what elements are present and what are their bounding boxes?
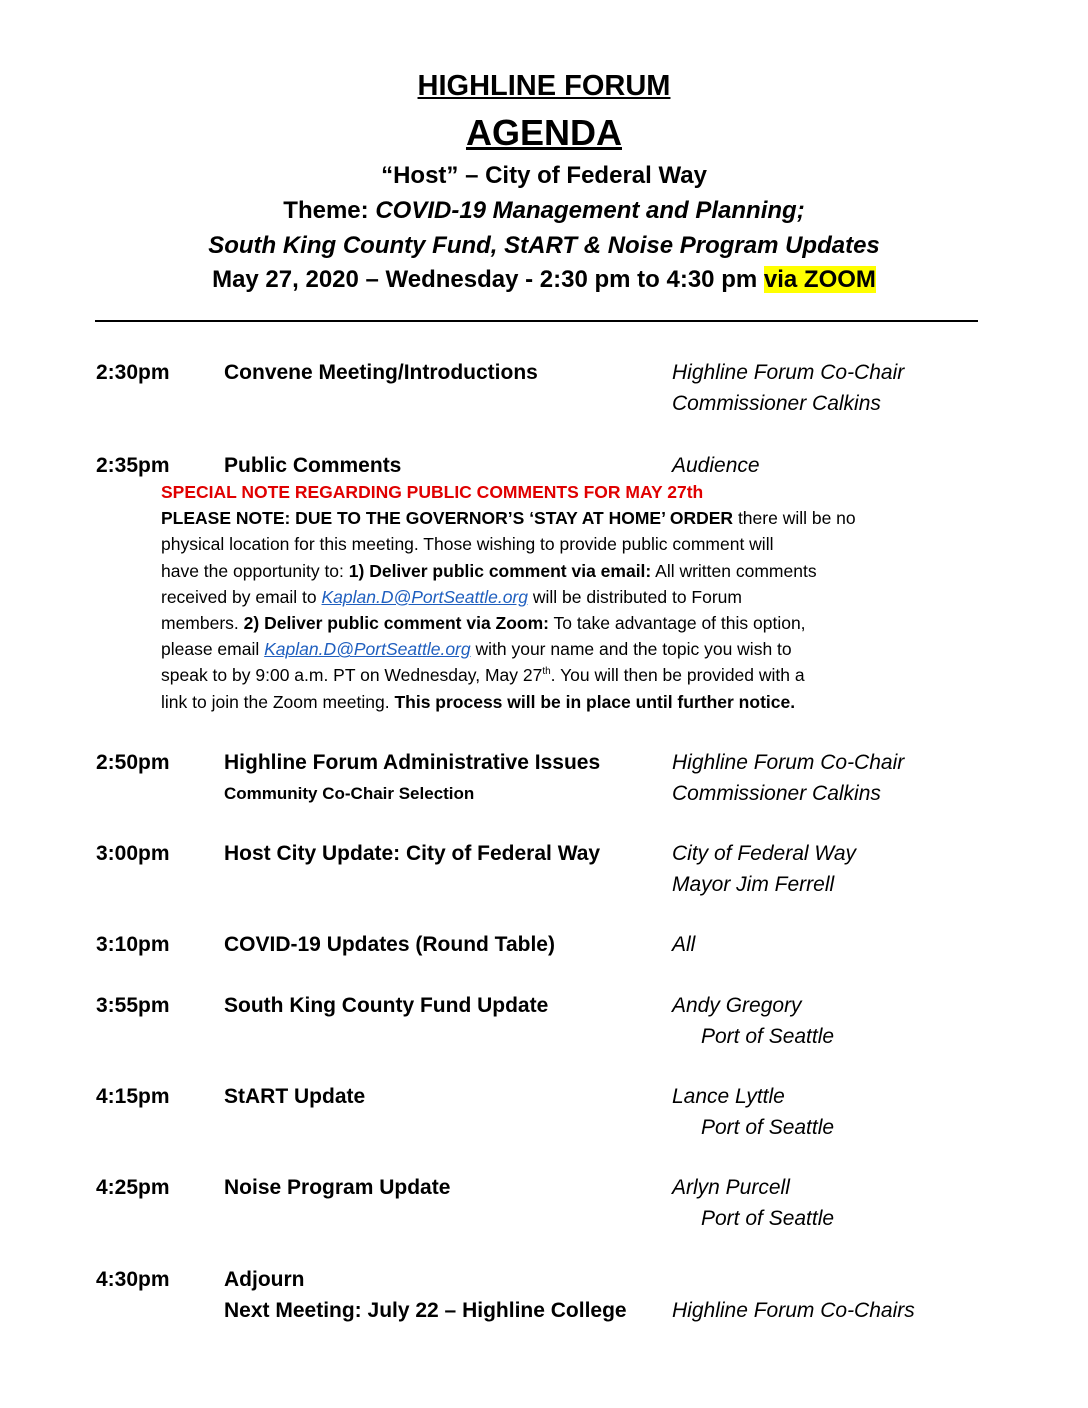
- note-line: [161, 610, 941, 636]
- note-superscript: th: [542, 666, 551, 678]
- note-text: To take advantage of this option,: [549, 613, 806, 634]
- note-line: [161, 584, 941, 610]
- agenda-time: 4:30pm: [96, 1268, 170, 1291]
- date-line: [0, 266, 1088, 294]
- header-divider: [95, 320, 978, 322]
- host-line: “Host” – City of Federal Way: [381, 162, 707, 189]
- agenda-presenter: Arlyn Purcell: [672, 1176, 790, 1199]
- agenda-time: 3:10pm: [96, 933, 170, 956]
- via-zoom-highlight: via ZOOM: [763, 266, 876, 293]
- forum-title: HIGHLINE FORUM: [417, 70, 671, 102]
- theme-line-2: South King County Fund, StART & Noise Program Updates: [208, 232, 880, 259]
- agenda-time: 2:35pm: [96, 454, 170, 477]
- agenda-topic: Convene Meeting/Introductions: [224, 361, 538, 384]
- agenda-title: AGENDA: [465, 112, 622, 153]
- note-text: will be distributed to Forum: [528, 586, 742, 607]
- note-bold: PLEASE NOTE: DUE TO THE GOVERNOR’S ‘STAY AT HOME’ ORDER: [161, 508, 734, 529]
- note-line: [161, 505, 941, 531]
- agenda-time: 2:30pm: [96, 361, 170, 384]
- note-text: All written comments: [651, 560, 817, 581]
- note-line: physical location for this meeting. Those wishing to provide public comment will: [161, 534, 774, 555]
- agenda-time: 3:55pm: [96, 994, 170, 1017]
- note-bold: 2) Deliver public comment via Zoom:: [243, 613, 550, 634]
- agenda-subtopic: Community Co-Chair Selection: [224, 784, 475, 803]
- theme-line: [0, 197, 1088, 225]
- agenda-presenter-2: Commissioner Calkins: [672, 782, 881, 805]
- public-comment-note: [161, 479, 941, 715]
- agenda-topic: Host City Update: City of Federal Way: [224, 842, 601, 865]
- agenda-presenter-2: Commissioner Calkins: [672, 392, 881, 415]
- agenda-time: 2:50pm: [96, 751, 170, 774]
- theme-prefix: Theme:: [283, 197, 376, 224]
- agenda-presenter: Audience: [672, 454, 760, 477]
- agenda-time: 4:25pm: [96, 1176, 170, 1199]
- agenda-subtopic: Next Meeting: July 22 – Highline College: [224, 1299, 627, 1322]
- agenda-presenter: All: [672, 933, 696, 956]
- email-link[interactable]: Kaplan.D@PortSeattle.org: [321, 586, 528, 607]
- agenda-presenter: Highline Forum Co-Chair: [672, 751, 905, 774]
- note-line: [161, 558, 941, 584]
- note-line: [161, 662, 941, 688]
- note-text: link to join the Zoom meeting.: [161, 691, 395, 712]
- agenda-time: 3:00pm: [96, 842, 170, 865]
- note-text: with your name and the topic you wish to: [470, 639, 792, 660]
- agenda-topic: Adjourn: [224, 1268, 305, 1291]
- agenda-presenter-2: Port of Seattle: [701, 1207, 835, 1230]
- agenda-topic: COVID-19 Updates (Round Table): [224, 933, 555, 956]
- agenda-presenter-2: Port of Seattle: [701, 1116, 835, 1139]
- note-line: [161, 636, 941, 662]
- agenda-presenter-2: Port of Seattle: [701, 1025, 835, 1048]
- email-link[interactable]: Kaplan.D@PortSeattle.org: [264, 639, 471, 660]
- agenda-topic: Public Comments: [224, 454, 402, 477]
- agenda-topic: Highline Forum Administrative Issues: [224, 751, 601, 774]
- note-text: members.: [161, 613, 244, 634]
- note-text: . You will then be provided with a: [550, 665, 805, 686]
- agenda-presenter: Highline Forum Co-Chair: [672, 361, 905, 384]
- agenda-topic: StART Update: [224, 1085, 366, 1108]
- agenda-time: 4:15pm: [96, 1085, 170, 1108]
- note-text: received by email to: [161, 586, 322, 607]
- date-text: May 27, 2020 – Wednesday - 2:30 pm to 4:30 pm: [212, 266, 764, 293]
- note-bold: This process will be in place until further notice.: [394, 691, 796, 712]
- agenda-topic: South King County Fund Update: [224, 994, 549, 1017]
- note-text: have the opportunity to:: [161, 560, 349, 581]
- special-note-heading: SPECIAL NOTE REGARDING PUBLIC COMMENTS FOR MAY 27th: [161, 482, 704, 502]
- agenda-presenter-2: Mayor Jim Ferrell: [672, 873, 835, 896]
- agenda-presenter: City of Federal Way: [672, 842, 857, 865]
- note-text: there will be no: [733, 508, 856, 529]
- note-line: [161, 689, 941, 715]
- agenda-presenter-2: Highline Forum Co-Chairs: [672, 1299, 915, 1322]
- agenda-presenter: Andy Gregory: [672, 994, 802, 1017]
- note-bold: 1) Deliver public comment via email:: [348, 560, 652, 581]
- agenda-topic: Noise Program Update: [224, 1176, 451, 1199]
- theme-text: COVID-19 Management and Planning;: [375, 197, 805, 224]
- note-text: speak to by 9:00 a.m. PT on Wednesday, May 27: [161, 665, 543, 686]
- agenda-presenter: Lance Lyttle: [672, 1085, 785, 1108]
- note-text: please email: [161, 639, 265, 660]
